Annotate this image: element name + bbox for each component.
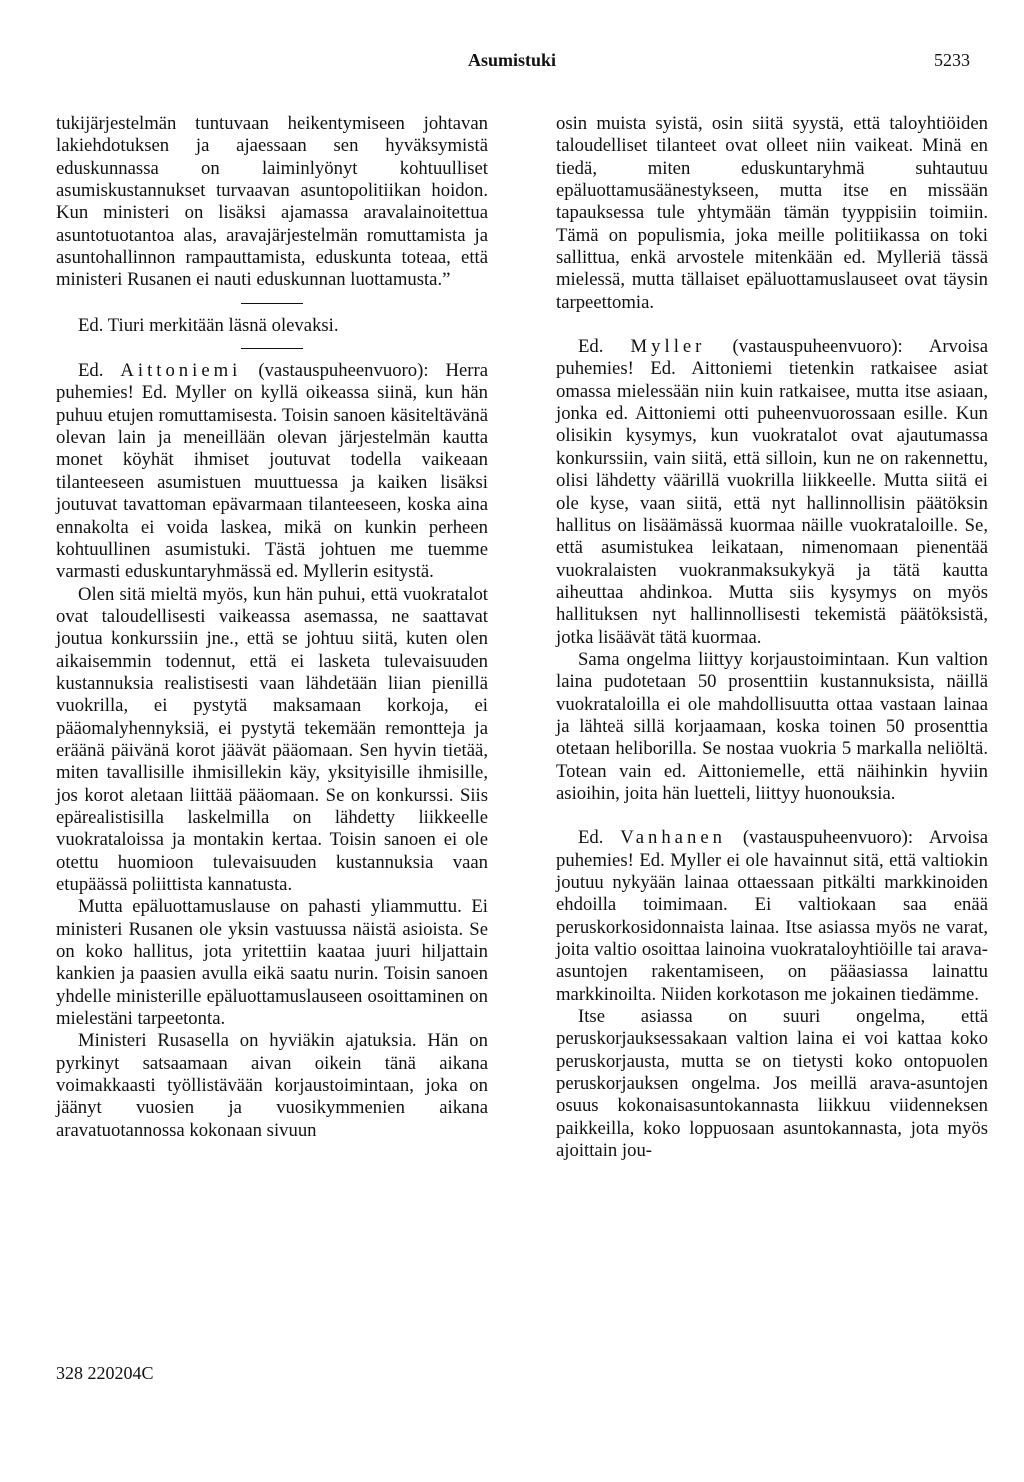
- speech-text: (vastauspuheenvuoro): Arvoisa puhemies! Ed. Aittoniemi tietenkin ratkaisee asiat omassa mielessään niin kuin ratkaisee, mutta itse asiaan, jonka ed. Aittoniemi otti puheenvuorossaan esille. Kun olisikin kysymys, kun vuokratalot ovat ajautumassa konkurssiin, vain siitä, että silloin, kun ne on rakennettu, olisi lähdetty väärillä vuokrilla liikkeelle. Mutta siitä ei ole kyse, vaan siitä, että nyt hallinnollisin päätöksin hallitus on lisäämässä kuormaa näille vuokrataloille. Se, että asumistukea leikataan, nimenomaan pienentää vuokralaisten vuokranmaksukykyä ja tätä kautta aiheuttaa ahdinkoa. Mutta siis kysymys on myös hallituksen nyt hallinnollisesti tekemistä päätöksistä, jotka lisäävät tätä kuormaa.: [556, 336, 988, 648]
- speech-text: (vastauspuheenvuoro): Herra puhemies! Ed. Myller on kyllä oikeassa siinä, kun hän puhuu etujen romuttamisesta. Toisin sanoen käsiteltävänä olevan lain ja meneillään olevan järjestelmän kautta monet köyhät ihmiset joutuvat todella vaikeaan tilanteeseen asumistuen muuttuessa ja kaiken lisäksi joutuvat tavattoman epävarmaan tilanteeseen, koska aina ennakolta ei voida laskea, mikä on kunkin perheen kohtuullinen asumistuki. Tästä johtuen me tuemme varmasti eduskuntaryhmässä ed. Myllerin esitystä.: [56, 360, 489, 583]
- speech-myller: [556, 336, 988, 649]
- speech-text: (vastauspuheenvuoro): Arvoisa puhemies! Ed. Myller ei ole havainnut sitä, että valtiokin joutuu nykyään lainaa ottaessaan pitkälti markkinoiden ehdoilla toimimaan. Ei valtiokaan saa enää peruskorkosidonnaista lainaa. Itse asiassa myös ne varat, joita valtio osoittaa lainoina vuokrataloyhtiöille tai arava-asuntojen rakentamiseen, on pääasiassa lainattu markkinoilta. Niiden korkotason me jokainen tiedämme.: [556, 827, 988, 1005]
- speaker-prefix: Ed.: [578, 336, 604, 358]
- section-divider: [241, 348, 303, 349]
- speaker-name: Myller: [630, 336, 706, 358]
- right-column: [556, 113, 988, 1162]
- paragraph-continued: osin muista syistä, osin siitä syystä, että taloyhtiöiden taloudelliset tilanteet ovat olleet niin vaikeat. Minä en tiedä, miten eduskuntaryhmä suhtautuu epäluottamusäänestykseen, mutta itse en missään tapauksessa tule yhtymään tämän tyyppisiin toimiin. Tämä on populismia, joka meille politiikassa on toki sallittua, enkä arvostele mitenkään ed. Mylleriä tässä mielessä, mutta tällaiset epäluottamuslauseet ovat täysin tarpeettomia.: [556, 113, 988, 313]
- paragraph: Ministeri Rusasella on hyviäkin ajatuksia. Hän on pyrkinyt satsaamaan aivan oikein tänä aikana voimakkaasti työllistävään korjaustoimintaan, joka on jäänyt vuosien ja vuosikymmenien aikana aravatuotannossa kokonaan sivuun: [56, 1030, 488, 1141]
- page-title: Asumistuki: [467, 50, 557, 70]
- left-column: [56, 113, 488, 1142]
- paragraph: Itse asiassa on suuri ongelma, että peruskorjauksessakaan valtion laina ei voi kattaa koko peruskorjausta, mutta se on tietysti koko ontopuolen peruskorjauksen ongelma. Jos meillä arava-asuntojen osuus kokonaisasuntokannasta liikkuu viidenneksen paikkeilla, koko loppuosaan asuntokannasta, jota myös ajoittain jou-: [556, 1006, 988, 1162]
- paragraph-motion-end: tukijärjestelmän tuntuvaan heikentymiseen johtavan lakiehdotuksen ja ajaessaan sen hyväksymistä eduskunnassa on laiminlyönyt kohtuulliset asumiskustannukset turvaavan asuntopolitiikan hoidon. Kun ministeri on lisäksi ajamassa aravalainoitettua asuntotuotantoa alas, aravajärjestelmän romuttamista ja asuntohallinnon rampauttamista, eduskunta toteaa, että ministeri Rusanen ei nauti eduskunnan luottamusta.”: [56, 113, 488, 291]
- section-divider: [241, 303, 303, 304]
- page-number: 5233: [934, 50, 970, 70]
- paragraph: Olen sitä mieltä myös, kun hän puhui, että vuokratalot ovat taloudellisesti vaikeassa asemassa, ne saattavat joutua konkurssiin jne., että se johtuu siitä, kuten olen aikaisemmin todennut, että ei lasketa tulevaisuuden kustannuksia realistisesti vaan lähdetään liian pienillä vuokrilla, ei pystytä maksamaan korkoja, ei pääomalyhennyksiä, ei pystytä tekemään remontteja ja eräänä päivänä korot jäävät pääomaan. Sen hyvin tietää, miten tavallisille ihmisillekin käy, yksityisille ihmisille, jos korot aletaan liittää pääomaan. Se on konkurssi. Siis epärealistisilla laskelmilla on lähdetty liikkeelle vuokrataloissa ja montakin kertaa. Toisin sanoen ei ole otettu huomioon tulevaisuuden kustannuksia vaan etupäässä poliittista kannatusta.: [56, 583, 488, 895]
- speaker-prefix: Ed.: [578, 827, 604, 849]
- speaker-name: Aittoniemi: [120, 360, 242, 382]
- print-code: 328 220204C: [56, 1363, 154, 1383]
- note-tiuri-present: Ed. Tiuri merkitään läsnä olevaksi.: [78, 314, 339, 336]
- paragraph: Mutta epäluottamuslause on pahasti yliammuttu. Ei ministeri Rusanen ole yksin vastuussa näistä asioista. Se on koko hallitus, jota yritettiin kaataa juuri hiljattain kankien ja paasien avulla eikä saatu nurin. Toisin sanoen yhdelle ministerille epäluottamuslauseen osoittaminen on mielestäni tarpeetonta.: [56, 896, 488, 1030]
- speaker-name: Vanhanen: [620, 827, 726, 849]
- speaker-prefix: Ed.: [78, 360, 104, 382]
- speech-vanhanen: [556, 827, 988, 1006]
- speech-aittoniemi: [56, 360, 488, 583]
- paragraph: Sama ongelma liittyy korjaustoimintaan. Kun valtion laina pudotetaan 50 prosenttiin kustannuksista, näillä vuokrataloilla ei ole mahdollisuutta ottaa vastaan lainaa ja lähteä sillä korjaamaan, koska toinen 50 prosenttia otetaan heliborilla. Se nostaa vuokria 5 markalla neliöltä. Totean vain ed. Aittoniemelle, että näihinkin hyviin asioihin, joita hän luetteli, liittyy huonouksia.: [556, 648, 988, 804]
